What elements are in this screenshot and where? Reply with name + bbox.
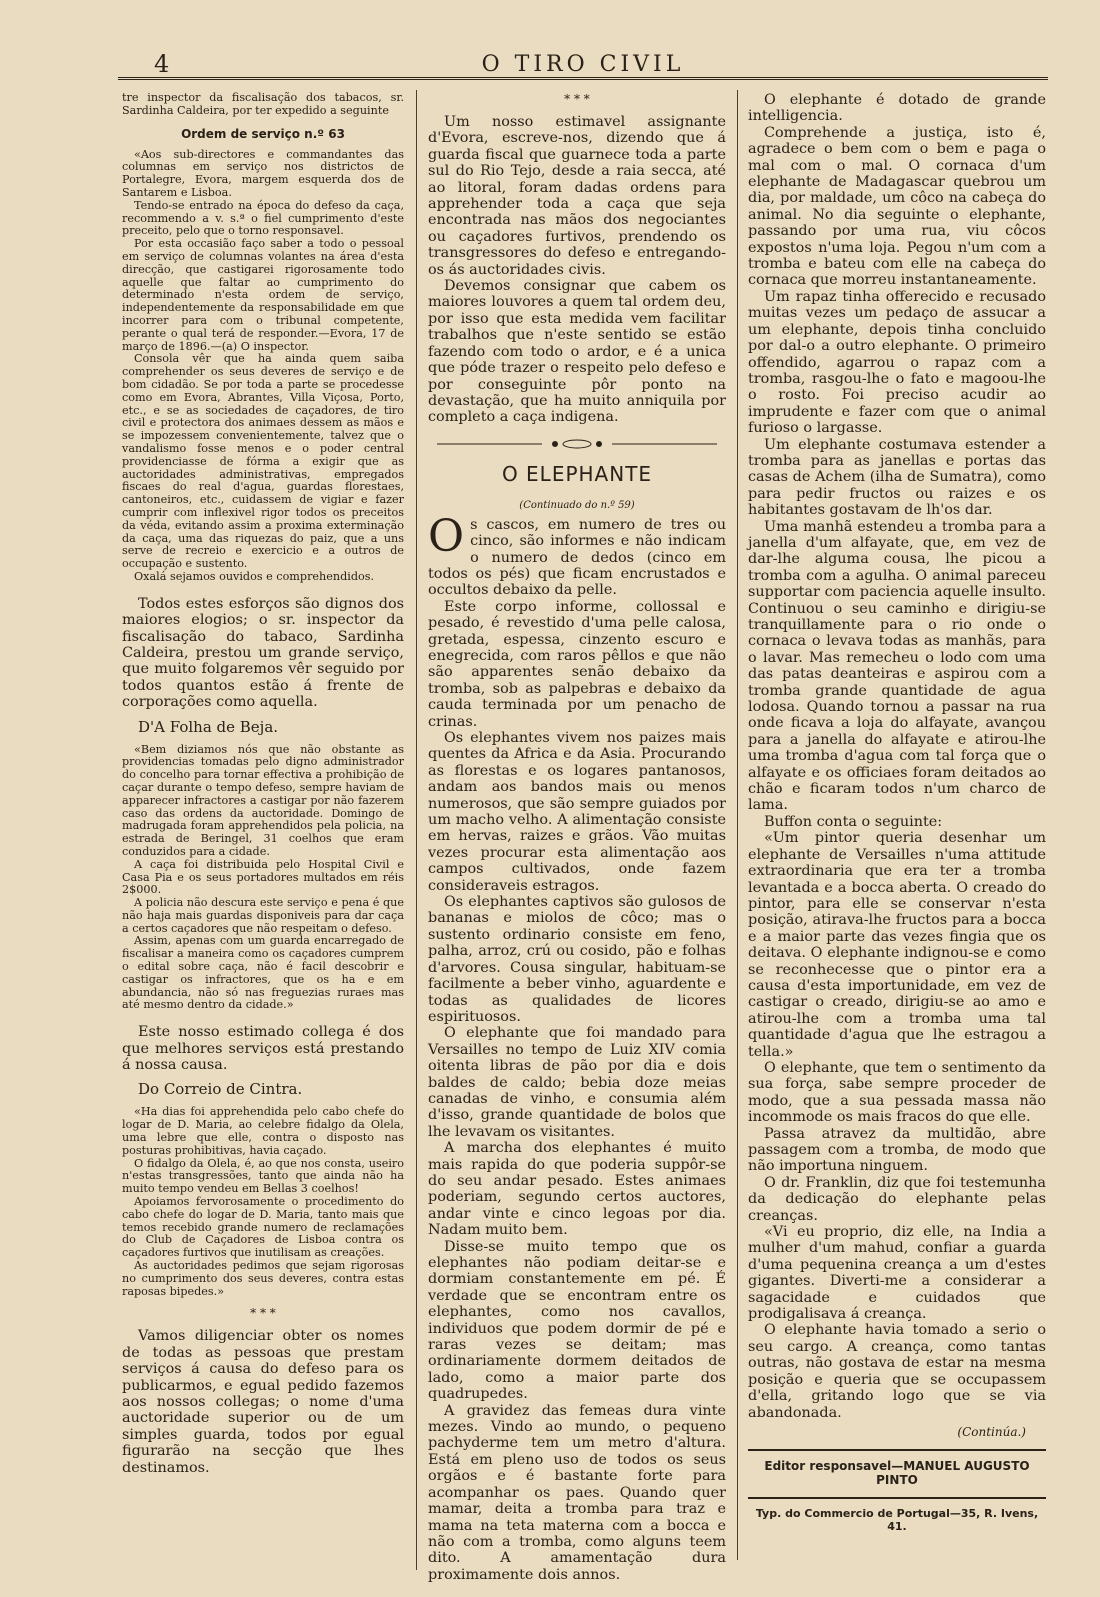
footer-rule [748,1449,1046,1451]
source-lead: Do Correio de Cintra. [138,1080,303,1099]
quote-paragraph: Por esta occasião faço saber a todo o pessoal em serviço de columnas volantes na área d'esta direcção, que castigarei rigorosamente todo aquelle que faltar ao cumprimento do determinado n'esta ordem de serviço, independentemente da responsabilidade em que incorrer para com o tribunal competente, perante o qual terá de responder.—Evora, 17 de março de 1896.—(a) O inspector. [122,237,404,353]
drop-cap: O [428,510,465,562]
header-rule [118,77,1048,80]
body-paragraph: Comprehende a justiça, isto é, agradece o bem com o bem e paga o mal com o mal. O cornaca d'um elephante de Madagascar quebrou um dia, por maldade, um côco na cabeça do animal. No dia seguinte o elephante, passando por uma rua, viu côcos expostos n'uma loja. Pegou n'um com a tromba e bateu com elle na cabeça do cornaca que morreu instantaneamente. [748,124,1046,289]
source-lead: D'A Folha de Beja. [138,717,279,736]
quote-paragraph: Assim, apenas com um guarda encarregado de fiscalisar a maneira como os caçadores cumprem o edital sobre caça, não é facil descobrir e castigar os infractores, que os ha e em abundancia, não só nas freguezias ruraes mas até mesmo dentro da cidade.» [122,934,404,1012]
column-left [122,92,404,1562]
editor-line: Editor responsavel—MANUEL AUGUSTO PINTO [764,1458,1030,1487]
first-paragraph-text: s cascos, em numero de tres ou cinco, são informes e não indicam o numero de dedos (cinco em todos os pés) que ficam encrustados e occultos debaixo da pelle. [428,516,726,599]
asterism: * * * [564,92,590,106]
quote-paragraph: As auctoridades pedimos que sejam rigorosas no cumprimento dos seus deveres, contra estas raposas bipedes.» [122,1259,404,1298]
body-paragraph: Um nosso estimavel assignante d'Evora, escreve-nos, dizendo que á guarda fiscal que guarnece toda a parte sul do Rio Tejo, desde a raia secca, até ao litoral, foram dadas ordens para apprehender toda a caça que seja encontrada nas mãos dos negociantes ou caçadores furtivos, prendendo os transgressores do defeso e entregando-os ás auctoridades civis. [428,114,726,278]
first-paragraph [428,510,726,599]
body-paragraph: Um elephante costumava estender a tromba para as janellas e portas das casas de Achem (ilha de Sumatra), como para pedir fructos ou raizes e os habitantes gostavam de lh'os dar. [748,436,1046,519]
body-paragraph: Todos estes esforços são dignos dos maiores elogios; o sr. inspector da fiscalisação do tabaco, Sardinha Caldeira, prestou um grande serviço, que muito folgaremos vêr seguido por todos quantos estão á frente de corporações como aquella. [122,595,404,711]
body-paragraph: Os elephantes captivos são gulosos de bananas e miolos de côco; mas o sustento ordinario consiste em feno, palha, arroz, crú ou cosido, pão e folhas d'arvores. Cousa singular, habituam-se facilmente a beber vinho, aguardente e todas as qualidades de licores espirituosos. [428,894,726,1025]
body-paragraph: Disse-se muito tempo que os elephantes não podiam deitar-se e dormiam constantemente em pé. É verdade que se encontram entre os elephantes, como nos cavallos, individuos que podem dormir de pé e raras vezes se deitam; mas ordinariamente dormem deitados de lado, como a maior parte dos quadrupedes. [428,1238,726,1403]
page-number: 4 [154,50,170,78]
body-paragraph: O dr. Franklin, diz que foi testemunha da dedicação do elephante pelas creanças. [748,1174,1046,1224]
quote-paragraph: Tendo-se entrado na época do defeso da caça, recommendo a v. s.ª o fiel cumprimento d'este preceito, pelo que o torno responsavel. [122,198,404,238]
quote-paragraph: Apoiamos fervorosamente o procedimento do cabo chefe do logar de D. Maria, tanto mais que temos recebido grande numero de reclamações do Club de Caçadores de Lisboa contra os caçadores furtivos que inutilisam as creações. [122,1195,404,1260]
quote-paragraph: «Bem diziamos nós que não obstante as providencias tomadas pelo digno administrador do concelho para tornar effectiva a prohibição de caçar durante o tempo defeso, sempre haviam de apparecer infractores a castigar por não fazerem caso das ordens da auctoridade. Domingo de madrugada foram apprehendidos pela policia, na estrada de Beringel, 31 coelhos que eram conduzidos para a cidade. [122,742,404,858]
intro-text: tre inspector da fiscalisação dos tabacos, sr. Sardinha Caldeira, por ter expedido a seguinte [122,91,404,117]
column-divider [737,90,738,1560]
quote-paragraph: «Aos sub-directores e commandantes das columnas em serviço nos districtos de Portalegre, Evora, margem esquerda dos de Santarem e Lisboa. [122,147,404,199]
article-title: O ELEPHANTE [501,461,653,486]
body-paragraph: «Vi eu proprio, diz elle, na India a mulher d'um mahud, confiar a guarda d'uma pequenina creança a um d'estes gigantes. Diverti-me a considerar a sagacidade e cuidados que prodigalisava á creança. [748,1224,1046,1323]
body-paragraph: O elephante que foi mandado para Versailles no tempo de Luiz XIV comia oitenta libras de pão por dia e dois baldes de caldo; bebia doze meias canadas de vinho, e consumia além d'isso, grande quantidade de bolos que lhe levavam os visitantes. [428,1025,726,1140]
body-paragraph: A marcha dos elephantes é muito mais rapida do que poderia suppôr-se do seu andar pesado. Estes animaes poderiam, segundo certos auctores, andar vinte e cinco legoas por dia. Nadam muito bem. [428,1140,726,1239]
body-paragraph: Passa atravez da multidão, abre passagem com a tromba, de modo que não importuna ninguem. [748,1125,1046,1175]
section-ornament [428,438,726,452]
body-paragraph: Este corpo informe, collossal e pesado, é revestido d'uma pelle calosa, gretada, espessa, cinzento escuro e enegrecida, com raros pêllos e que não são apparentes senão debaixo da tromba, sob as palpebras e debaixo da cauda terminada por um penacho de crinas. [428,598,726,730]
quote-paragraph: O fidalgo da Olela, é, ao que nos consta, useiro n'estas transgressões, tanto que ainda não ha muito tempo vendeu em Bellas 3 coelhos! [122,1156,404,1196]
quote-paragraph: A caça foi distribuida pelo Hospital Civil e Casa Pia e os seus portadores multados em réis 2$000. [122,857,404,897]
footer-rule [748,1497,1046,1499]
body-paragraph: A gravidez das femeas dura vinte mezes. Vindo ao mundo, o pequeno pachyderme tem um metro d'altura. Está em pleno uso de todos os seus orgãos e é bastante forte para acompanhar os paes. Quando quer mamar, deita a tromba para traz e mama na teta materna com a bocca e não com a tromba, como alguns teem dito. A amamentação dura proximamente dois annos. [428,1402,726,1583]
quote-paragraph: «Ha dias foi apprehendida pelo cabo chefe do logar de D. Maria, ao celebre fidalgo da Olela, uma lebre que elle, contra o disposto nas posturas prohibitivas, havia caçado. [122,1105,404,1157]
continua-note: (Continúa.) [957,1424,1026,1439]
order-heading: Ordem de serviço n.º 63 [181,126,345,141]
quote-paragraph: A policia não descura este serviço e pena é que não haja mais guardas disponiveis para dar caça a certos caçadores que não respeitam o defeso. [122,896,404,935]
body-paragraph: «Um pintor queria desenhar um elephante de Versailles n'uma attitude extraordinaria que era ter a tromba levantada e a bocca aberta. O creado do pintor, para elle se conservar n'esta posição, atirava-lhe fructos para a bocca e a maior parte das vezes fingia que os deitava. O elephante indignou-se e como se reconhecesse que o pintor era a causa d'esta importunidade, em vez de castigar o creado, dirigiu-se ao amo e atirou-lhe com a tromba uma tal quantidade d'agua que lhe estragou a tella.» [748,830,1046,1060]
body-paragraph: O elephante havia tomado a serio o seu cargo. A creança, como tantas outras, não gostava de estar na mesma posição e queria que se occupassem d'ella, gritando logo que se via abandonada. [748,1322,1046,1421]
printer-line: Typ. do Commercio de Portugal—35, R. Ivens, 41. [755,1506,1039,1533]
body-paragraph: Uma manhã estendeu a tromba para a janella d'um alfayate, que, em vez de dar-lhe alguma cousa, lhe picou a tromba com a agulha. O animal pareceu supportar com paciencia aquelle insulto. Continuou o seu caminho e dirigiu-se tranquillamente para o rio onde o cornaca o levava todas as manhãs, para o lavar. Mas remecheu o lodo com uma das patas deanteiras e aspirou com a tromba grande quantidade de agua lodosa. Quando tornou a passar na rua onde ficava a loja do alfayate, avançou para a janella do alfayate e atirou-lhe uma tromba d'agua com tal força que o alfayate e os officiaes foram deitados ao chão e ficaram todos n'um charco de lama. [748,518,1046,814]
body-paragraph: O elephante é dotado de grande intelligencia. [748,92,1046,125]
ornament-rule-graphic [437,438,717,450]
continued-note: (Continuado do n.º 59) [519,499,635,511]
column-divider [416,90,417,1570]
asterism: * * * [250,1306,276,1321]
body-paragraph: Os elephantes vivem nos paizes mais quentes da Africa e da Asia. Procurando as florestas e os logares pantanosos, andam aos bandos mais ou menos numerosos, que são sempre guiados por um macho velho. A alimentação consiste em hervas, raizes e grãos. Vão muitas vezes procurar esta alimentação aos campos cultivados, onde fazem consideraveis estragos. [428,730,726,894]
body-paragraph: Buffon conta o seguinte: [764,813,943,830]
column-right [748,92,1046,1572]
page-header [118,50,1048,80]
body-paragraph: Devemos consignar que cabem os maiores louvores a quem tal ordem deu, por isso que esta medida vem facilitar trabalhos que n'este sentido se estão fazendo com todo o ardor, e é a unica que póde trazer o respeito pelo defeso e por conseguinte pôr ponto na devastação, que ha muito anniquila por completo a caça indigena. [428,278,726,426]
body-paragraph: Este nosso estimado collega é dos que melhores serviços está prestando á nossa causa. [122,1024,404,1074]
body-paragraph: O elephante, que tem o sentimento da sua força, sabe sempre proceder de modo, que a sua pessada massa não incommode os mais fracos do que elle. [748,1059,1046,1126]
quote-paragraph: Oxalá sejamos ouvidos e comprehendidos. [134,569,375,583]
body-paragraph: Um rapaz tinha offerecido e recusado muitas vezes um pedaço de assucar a um elephante, depois tinha concluido por dal-o a outro elephante. O primeiro offendido, agarrou o rapaz com a tromba, rasgou-lhe o fato e magoou-lhe o rosto. Foi preciso acudir ao imprudente e fazer com que o animal furioso o largasse. [748,288,1046,437]
quote-paragraph: Consola vêr que ha ainda quem saiba comprehender os seus deveres de serviço e de bom cidadão. Se por toda a parte se procedesse como em Evora, Abrantes, Villa Viçosa, Porto, etc., e se as sociedades de caçadores, de tiro civil e protectora dos animaes dessem as mãos e se impozessem convenientemente, talvez que o vandalismo fosse menos e o poder central providenciasse de fórma a exigir que as auctoridades administrativas, empregados fiscaes do real d'agua, guardas florestaes, cantoneiros, etc., cuidassem de vigiar e fazer cumprir com inflexivel rigor todos os preceitos da véda, evitando assim a proxima exterminação da caça, uma das riquezas do paiz, que a uns serve de recreio e exercicio e a outros de occupação e sustento. [122,352,404,571]
column-middle [428,92,726,1583]
newspaper-title: O TIRO CIVIL [481,52,685,77]
body-paragraph: Vamos diligenciar obter os nomes de todas as pessoas que prestam serviços á causa do defeso para os publicarmos, e egual pedido fazemos aos nossos collegas; o nome d'uma auctoridade superior ou de um simples guarda, todos por egual figurarão na secção que lhes destinamos. [122,1328,404,1476]
